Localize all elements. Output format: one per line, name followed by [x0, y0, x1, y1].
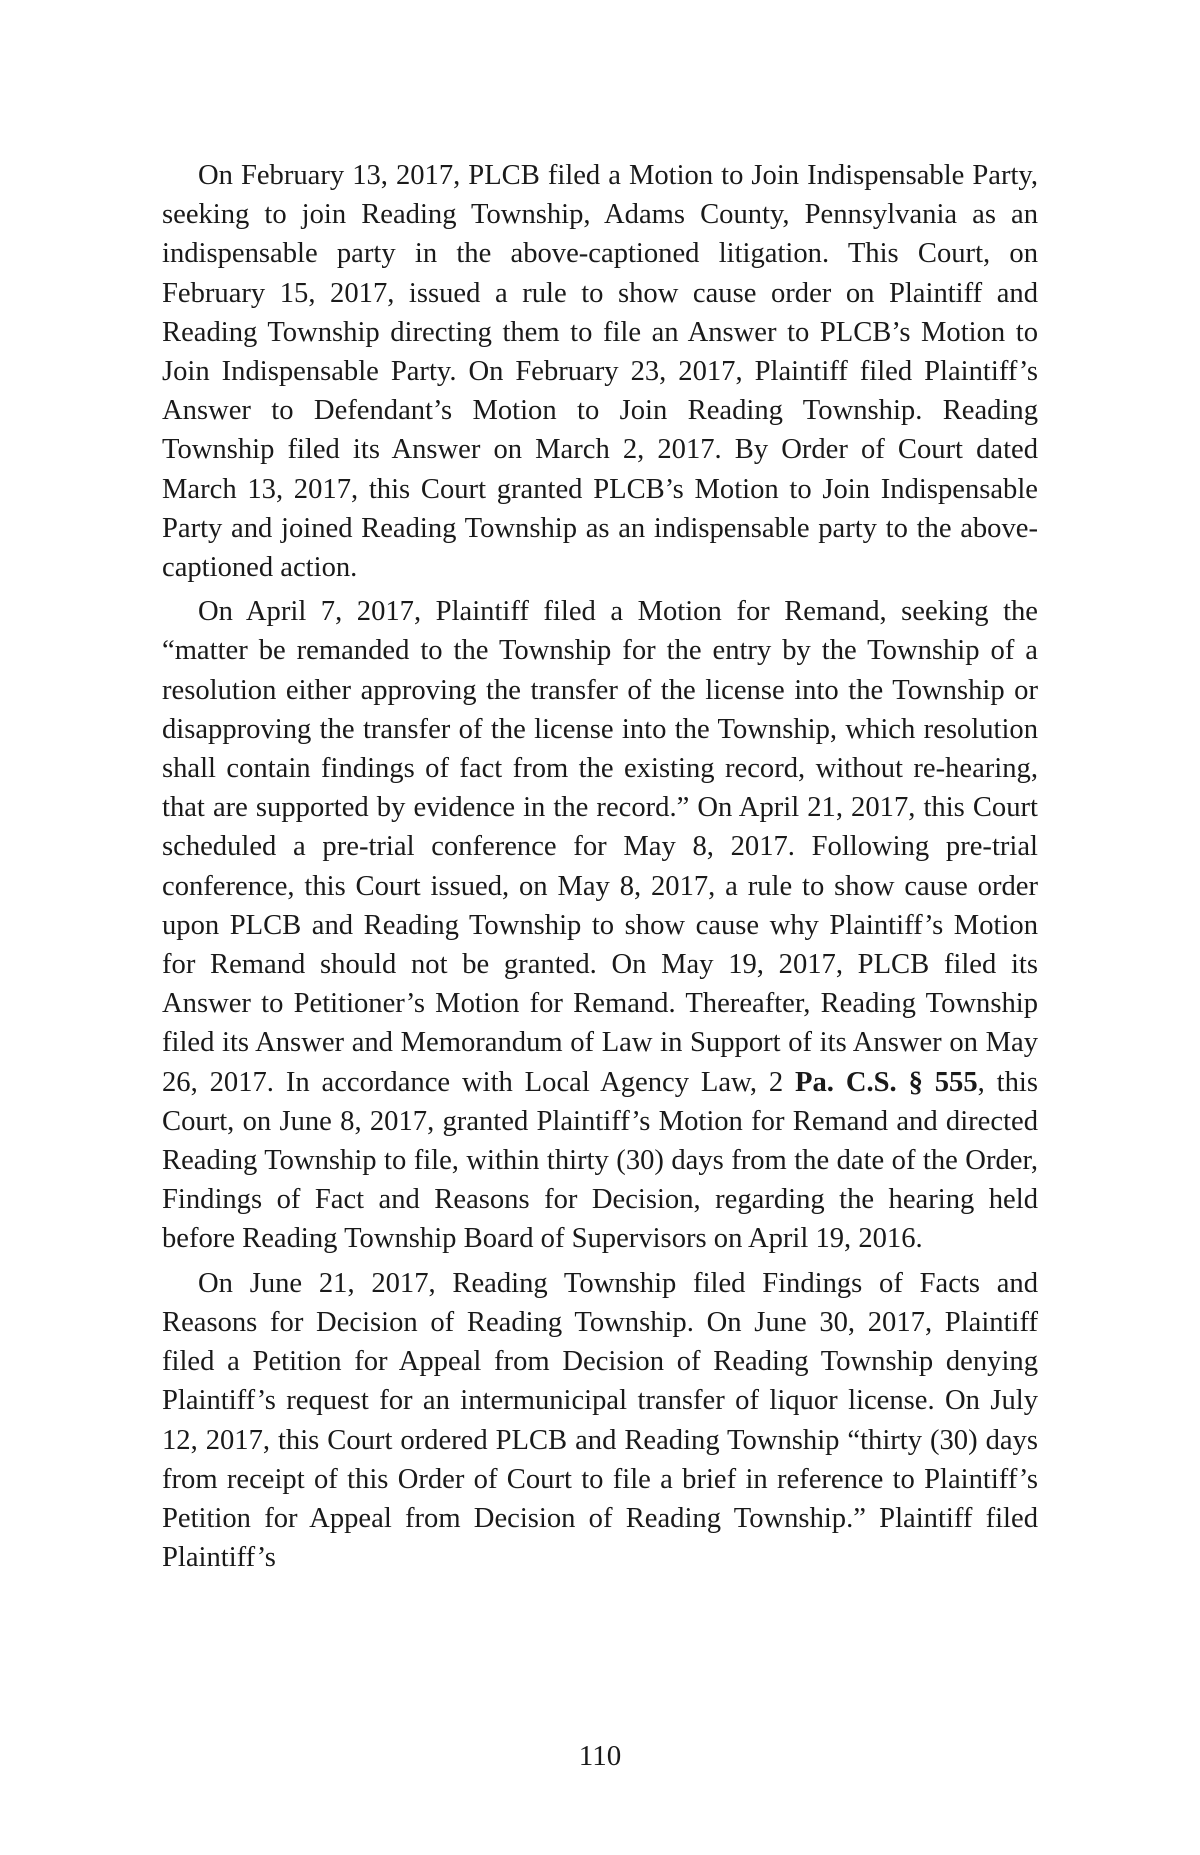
citation-spacer [897, 1067, 909, 1098]
paragraph-2-text-before-citation: On April 7, 2017, Plaintiff filed a Motion for Remand, seeking the “matter be remanded to the Township for the entry by the Township of a resolution either approving the transfer of the license into the Township or disapproving the transfer of the license into the Township, which resolution shall contain findings of fact from the existing record, without re-hearing, that are supported by evidence in the record.” On April 21, 2017, this Court scheduled a pre-trial conference for May 8, 2017. Following pre-trial conference, this Court issued, on May 8, 2017, a rule to show cause order upon PLCB and Reading Township to show cause why Plaintiff’s Motion for Remand should not be granted. On May 19, 2017, PLCB filed its Answer to Petitioner’s Motion for Remand. Thereafter, Reading Township filed its Answer and Memorandum of Law in Support of its Answer on May 26, 2017. In accordance with Local Agency Law, 2 [162, 596, 1038, 1098]
body-text [162, 156, 1038, 1582]
paragraph-1: On February 13, 2017, PLCB filed a Motion to Join Indispensable Party, seeking to join Reading Township, Adams County, Pennsylvania as an indispensable party in the above-captioned litigation. This Court, on February 15, 2017, issued a rule to show cause order on Plaintiff and Reading Township directing them to file an Answer to PLCB’s Motion to Join Indispensable Party. On February 23, 2017, Plaintiff filed Plaintiff’s Answer to Defendant’s Motion to Join Reading Township. Reading Township filed its Answer on March 2, 2017. By Order of Court dated March 13, 2017, this Court granted PLCB’s Motion to Join Indispensable Party and joined Reading Township as an indispensable party to the above-captioned action. [162, 160, 1038, 584]
paragraph-2 [162, 592, 1038, 1258]
citation-reporter: Pa. C.S. [795, 1066, 897, 1098]
citation-section: § 555 [908, 1066, 978, 1098]
paragraph-2-text-after-citation: , this Court, on June 8, 2017, granted Plaintiff’s Motion for Remand and directed Reading Township to file, within thirty (30) days from the date of the Order, Findings of Fact and Reasons for Decision, regarding the hearing held before Reading Township Board of Supervisors on April 19, 2016. [162, 1066, 1038, 1255]
paragraph-3: On June 21, 2017, Reading Township filed Findings of Facts and Reasons for Decision of Reading Township. On June 30, 2017, Plaintiff filed a Petition for Appeal from Decision of Reading Township denying Plaintiff’s request for an intermunicipal transfer of liquor license. On July 12, 2017, this Court ordered PLCB and Reading Township “thirty (30) days from receipt of this Order of Court to file a brief in reference to Plaintiff’s Petition for Appeal from Decision of Reading Township.” Plaintiff filed Plaintiff’s [162, 1267, 1038, 1574]
page-number: 110 [578, 1740, 622, 1772]
